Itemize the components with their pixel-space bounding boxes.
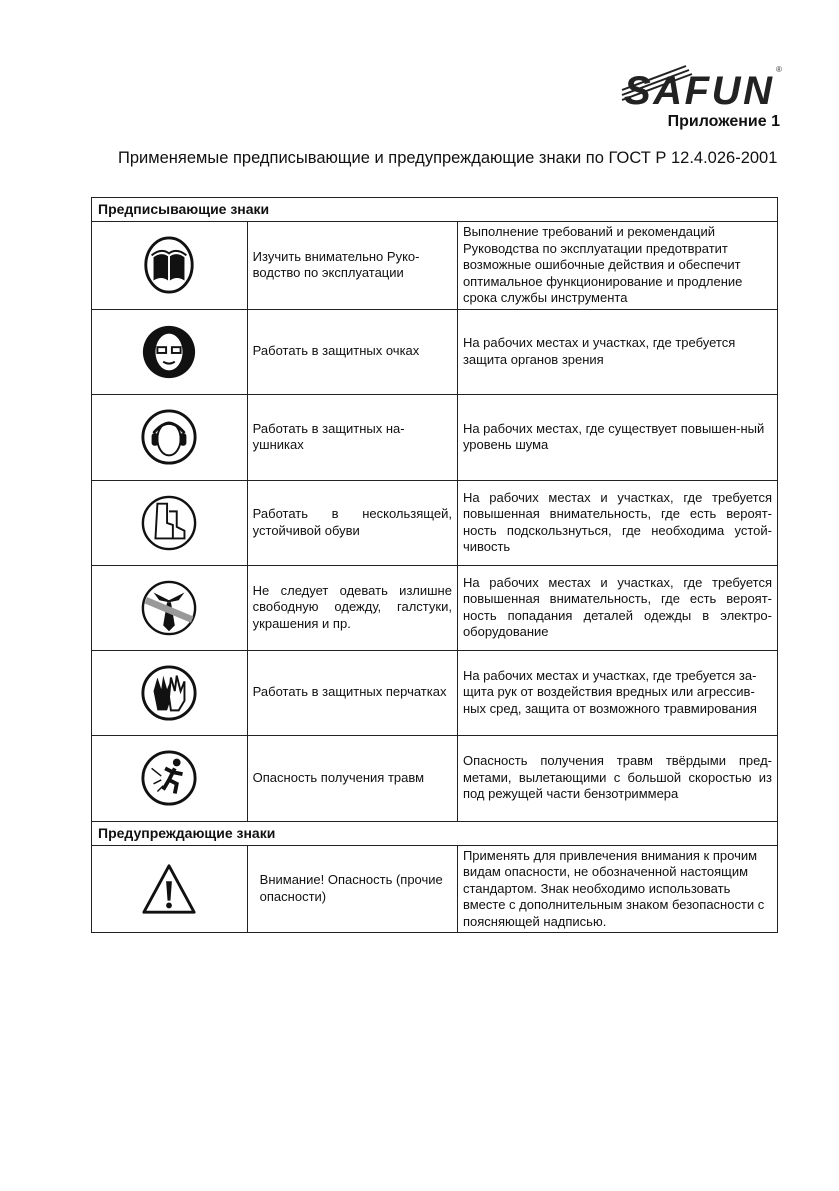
- sign-description: На рабочих местах, где существует повышен-ный уровень шума: [457, 394, 777, 480]
- ear-protection-icon: [140, 408, 198, 466]
- appendix-label: Приложение 1: [667, 113, 780, 130]
- sign-name: Работать в нескользящей, устойчивой обуви: [247, 480, 457, 565]
- table-row: [92, 735, 778, 821]
- sign-name: Работать в защитных на-ушниках: [247, 394, 457, 480]
- sign-description: На рабочих местах и участках, где требуется повышенная внимательность, где есть вероят-ность подскользнуться, где необходима устой-чивость: [457, 480, 777, 565]
- sign-description: На рабочих местах и участках, где требуется повышенная внимательность, где есть вероят-ность попадания деталей одежды в электро-оборудование: [457, 565, 777, 650]
- table-row: [92, 394, 778, 480]
- sign-description: Опасность получения травм твёрдыми пред-метами, вылетающими с большой скоростью из под режущей части бензотриммера: [457, 735, 777, 821]
- sign-description: Выполнение требований и рекомендаций Руководства по эксплуатации предотвратит возможные ошибочные действия и обеспечит оптимальное функционирование и продление срока службы инструмента: [457, 222, 777, 310]
- table-row: [92, 480, 778, 565]
- sign-name: Не следует одевать излишне свободную одежду, галстуки, украшения и пр.: [247, 565, 457, 650]
- table-row: [92, 309, 778, 394]
- document-title: Применяемые предписывающие и предупреждающие знаки по ГОСТ Р 12.4.026-2001: [118, 149, 778, 167]
- warning-triangle-icon: [140, 860, 198, 918]
- sign-name: Работать в защитных перчатках: [247, 650, 457, 735]
- svg-text:SAFUN: SAFUN: [624, 69, 772, 106]
- sign-description: Применять для привлечения внимания к прочим видам опасности, не обозначенной настоящим стандартом. Знак необходимо использовать вместе с дополнительным знаком безопасности с поясняющей надписью.: [457, 845, 777, 933]
- svg-text:®: ®: [776, 65, 782, 74]
- table-row: [92, 565, 778, 650]
- safun-logo: [614, 60, 784, 106]
- safety-boots-icon: [140, 494, 198, 552]
- sign-name: Опасность получения травм: [247, 735, 457, 821]
- safety-goggles-icon: [140, 323, 198, 381]
- section-header: Предписывающие знаки: [92, 198, 778, 222]
- protective-gloves-icon: [140, 664, 198, 722]
- signs-table: [91, 197, 778, 933]
- sign-name: Изучить внимательно Руко-водство по эксплуатации: [247, 222, 457, 310]
- table-row: [92, 222, 778, 310]
- sign-name: Внимание! Опасность (прочие опасности): [247, 845, 457, 933]
- section-header: Предупреждающие знаки: [92, 821, 778, 845]
- table-row: [92, 845, 778, 933]
- manual-book-icon: [140, 236, 198, 294]
- no-loose-clothing-icon: [140, 579, 198, 637]
- flying-objects-icon: [140, 749, 198, 807]
- sign-name: Работать в защитных очках: [247, 309, 457, 394]
- sign-description: На рабочих местах и участках, где требуется за-щита рук от воздействия вредных или агрессив-ных сред, защита от возможного травмирования: [457, 650, 777, 735]
- sign-description: На рабочих местах и участках, где требуется защита органов зрения: [457, 309, 777, 394]
- table-row: [92, 650, 778, 735]
